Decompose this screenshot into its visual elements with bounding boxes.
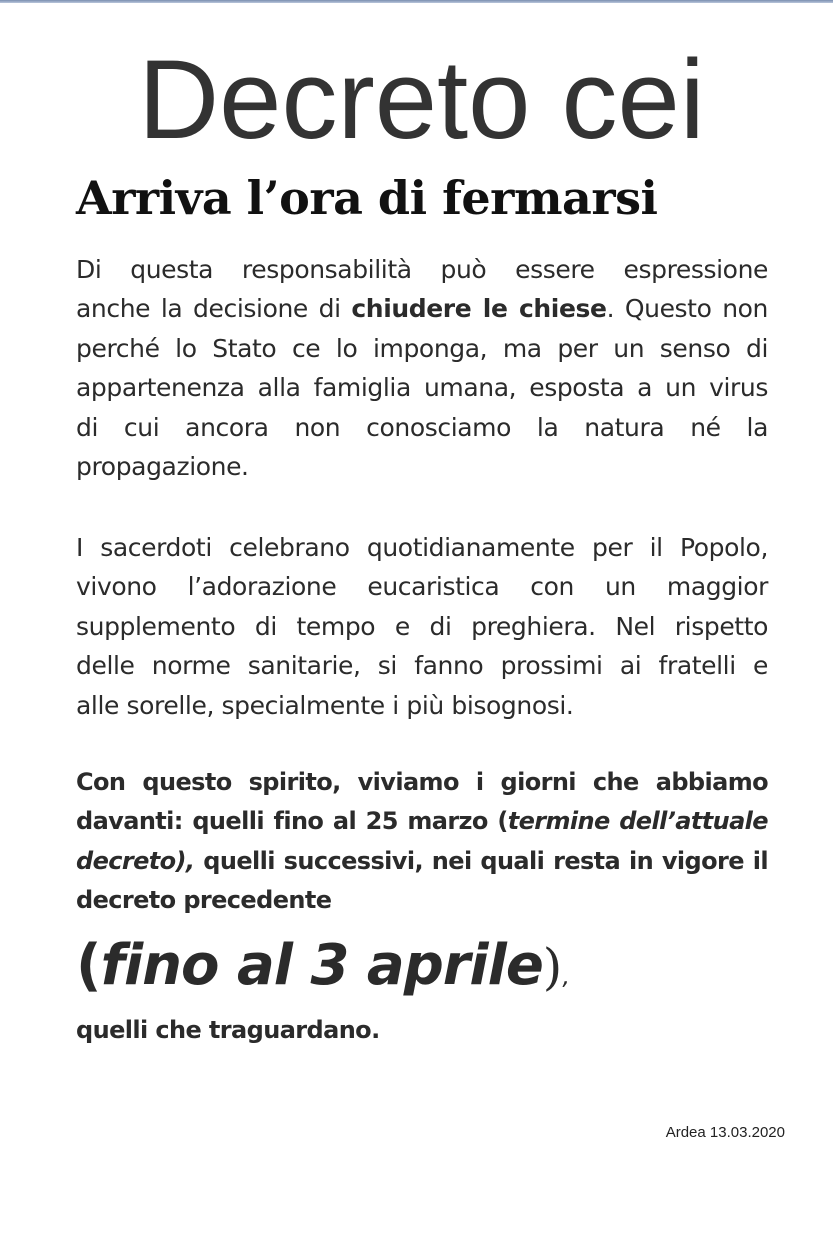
paragraph-1-line-2-start: anche la decisione di bbox=[76, 294, 352, 324]
place-date-signature: Ardea 13.03.2020 bbox=[665, 1124, 785, 1141]
emphasis-close-paren: ) bbox=[542, 938, 563, 996]
paragraph-1-line-4: appartenenza alla famiglia umana, esposta a un virus bbox=[76, 373, 768, 403]
paragraph-3-line-4: decreto precedente bbox=[76, 886, 332, 915]
paragraph-3-line-2 bbox=[76, 802, 768, 841]
paragraph-2-line-2: vivono l’adorazione eucaristica con un maggior bbox=[76, 572, 768, 602]
paragraph-1-line-6: propagazione. bbox=[76, 452, 249, 482]
decree-term-note-end: decreto), bbox=[76, 846, 195, 875]
paragraph-2-line-4: delle norme sanitarie, si fanno prossimi ai fratelli e bbox=[76, 651, 768, 681]
emphasis-date-text: fino al 3 aprile bbox=[100, 933, 543, 998]
paragraph-1-line-2-end: . Questo non bbox=[606, 294, 768, 324]
closing-line: quelli che traguardano. bbox=[76, 1016, 380, 1044]
paragraph-2-line-3: supplemento di tempo e di preghiera. Nel rispetto bbox=[76, 611, 768, 641]
paragraph-3 bbox=[76, 763, 768, 921]
paragraph-2-line-5: alle sorelle, specialmente i più bisognosi. bbox=[76, 690, 574, 720]
document-subtitle: Arriva l’ora di fermarsi bbox=[76, 171, 658, 225]
paragraph-3-line-2-start: davanti: quelli fino al 25 marzo ( bbox=[76, 807, 508, 836]
emphasis-comma: , bbox=[562, 962, 570, 990]
paragraph-3-line-3 bbox=[76, 842, 768, 881]
paragraph-2-line-1: I sacerdoti celebrano quotidianamente per il Popolo, bbox=[76, 533, 768, 562]
paragraph-1 bbox=[76, 250, 768, 486]
paragraph-1-line-1: Di questa responsabilità può essere espressione bbox=[76, 255, 768, 284]
paragraph-1-line-5: di cui ancora non conosciamo la natura né la bbox=[76, 412, 768, 442]
emphasis-date-line bbox=[76, 928, 570, 1005]
highlight-close-churches: chiudere le chiese bbox=[351, 294, 607, 324]
paragraph-3-line-3-end: quelli successivi, nei quali resta in vigore il bbox=[194, 846, 768, 875]
paragraph-1-line-2 bbox=[76, 289, 768, 328]
paragraph-2 bbox=[76, 528, 768, 725]
decree-term-note: termine dell’attuale bbox=[507, 807, 768, 836]
paragraph-3-line-1: Con questo spirito, viviamo i giorni che abbiamo bbox=[76, 768, 768, 796]
emphasis-open-paren: ( bbox=[76, 933, 101, 998]
paragraph-1-line-3: perché lo Stato ce lo imponga, ma per un senso di bbox=[76, 333, 768, 363]
document-title: Decreto cei bbox=[138, 37, 705, 162]
